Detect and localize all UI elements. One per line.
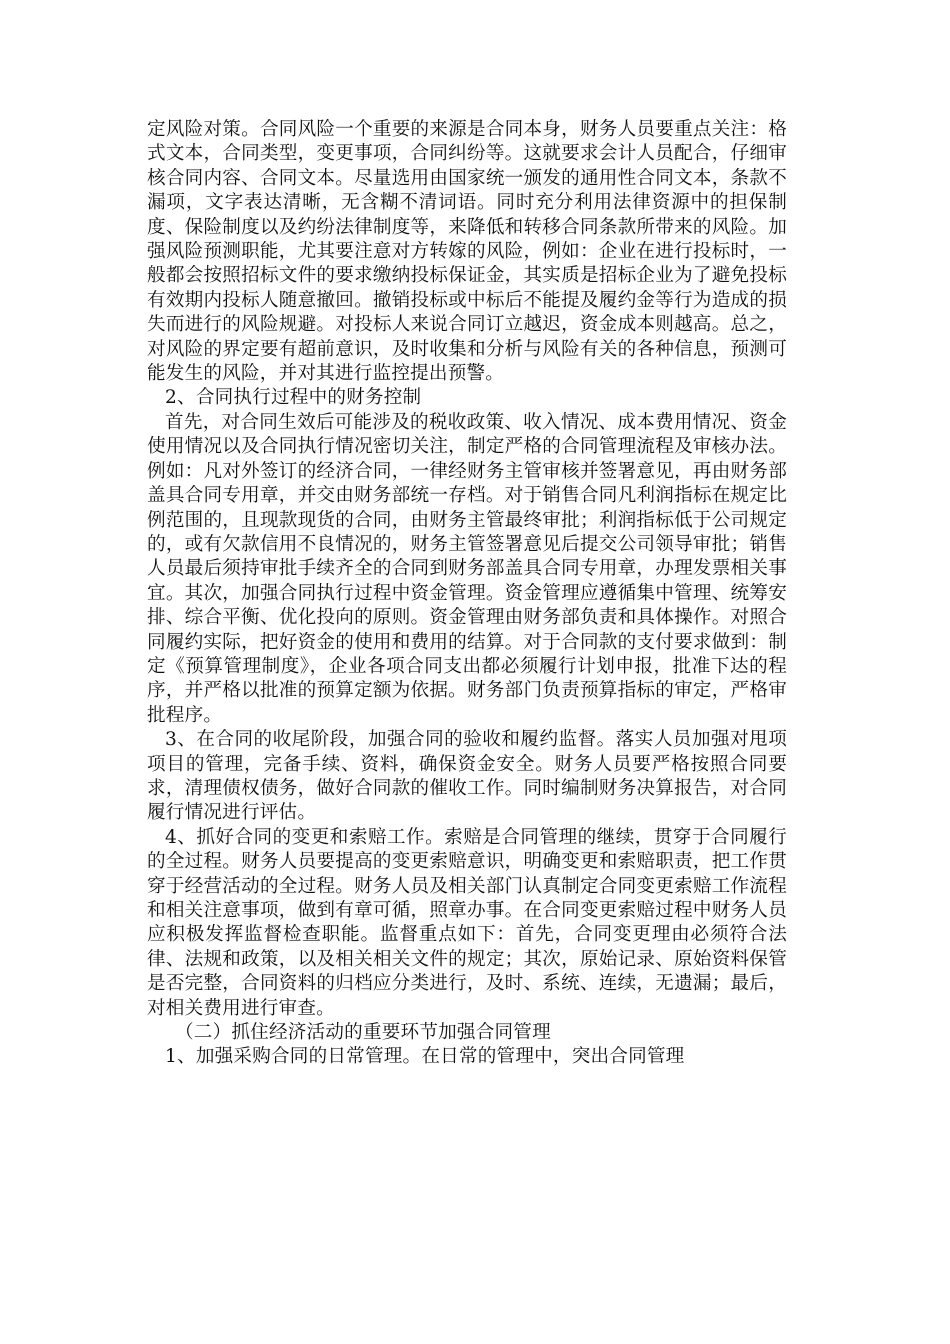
paragraph-execution-control: 首先，对合同生效后可能涉及的税收政策、收入情况、成本费用情况、资金使用情况以及合同执行情况密切关注，制定严格的合同管理流程及审核办法。例如：凡对外签订的经济合同，一律经财务主管审核并签署意见，再由财务部盖具合同专用章，并交由财务部统一存档。对于销售合同凡利润指标在规定比例范围的，且现款现货的合同，由财务主管最终审批；利润指标低于公司规定的，或有欠款信用不良情况的，财务主管签署意见后提交公司领导审批；销售人员最后须持审批手续齐全的合同到财务部盖具合同专用章，办理发票相关事宜。其次，加强合同执行过程中资金管理。资金管理应遵循集中管理、统筹安排、综合平衡、优化投向的原则。资金管理由财务部负责和具体操作。对照合同履约实际，把好资金的使用和费用的结算。对于合同款的支付要求做到：制定《预算管理制度》，企业各项合同支出都必须履行计划申报，批准下达的程序，并严格以批准的预算定额为依据。财务部门负责预算指标的审定，严格审批程序。 (147, 411, 787, 726)
heading-key-links: （二）抓住经济活动的重要环节加强合同管理 (175, 1022, 551, 1044)
paragraph-closing-stage: 3、在合同的收尾阶段，加强合同的验收和履约监督。落实人员加强对甩项项目的管理，完备手续、资料，确保资金安全。财务人员要严格按照合同要求，清理债权债务，做好合同款的催收工作。同时编制财务决算报告，对合同履行情况进行评估。 (147, 729, 787, 824)
paragraph-procurement-contracts: 1、加强采购合同的日常管理。在日常的管理中，突出合同管理 (165, 1046, 685, 1068)
document-body (147, 118, 787, 1070)
paragraph-change-and-claims: 4、抓好合同的变更和索赔工作。索赔是合同管理的继续，贯穿于合同履行的全过程。财务人员要提高的变更索赔意识，明确变更和索赔职责，把工作贯穿于经营活动的全过程。财务人员及相关部门认真制定合同变更索赔工作流程和相关注意事项，做到有章可循，照章办事。在合同变更索赔过程中财务人员应积极发挥监督检查职能。监督重点如下：首先，合同变更理由必须符合法律、法规和政策，以及相关相关文件的规定；其次，原始记录、原始资料保管是否完整，合同资料的归档应分类进行，及时、系统、连续，无遗漏；最后，对相关费用进行审查。 (147, 826, 787, 1019)
heading-contract-execution-control: 2、合同执行过程中的财务控制 (165, 387, 422, 409)
paragraph-risk-countermeasures: 定风险对策。合同风险一个重要的来源是合同本身，财务人员要重点关注：格式文本，合同类型，变更事项，合同纠纷等。这就要求会计人员配合，仔细审核合同内容、合同文本。尽量选用由国家统一颁发的通用性合同文本，条款不漏项，文字表达清晰，无含糊不清词语。同时充分利用法律资源中的担保制度、保险制度以及约纷法律制度等，来降低和转移合同条款所带来的风险。加强风险预测职能，尤其要注意对方转嫁的风险，例如：企业在进行投标时，一般都会按照招标文件的要求缴纳投标保证金，其实质是招标企业为了避免投标有效期内投标人随意撤回。撤销投标或中标后不能提及履约金等行为造成的损失而进行的风险规避。对投标人来说合同订立越迟，资金成本则越高。总之，对风险的界定要有超前意识，及时收集和分析与风险有关的各种信息，预测可能发生的风险，并对其进行监控提出预警。 (147, 119, 787, 385)
